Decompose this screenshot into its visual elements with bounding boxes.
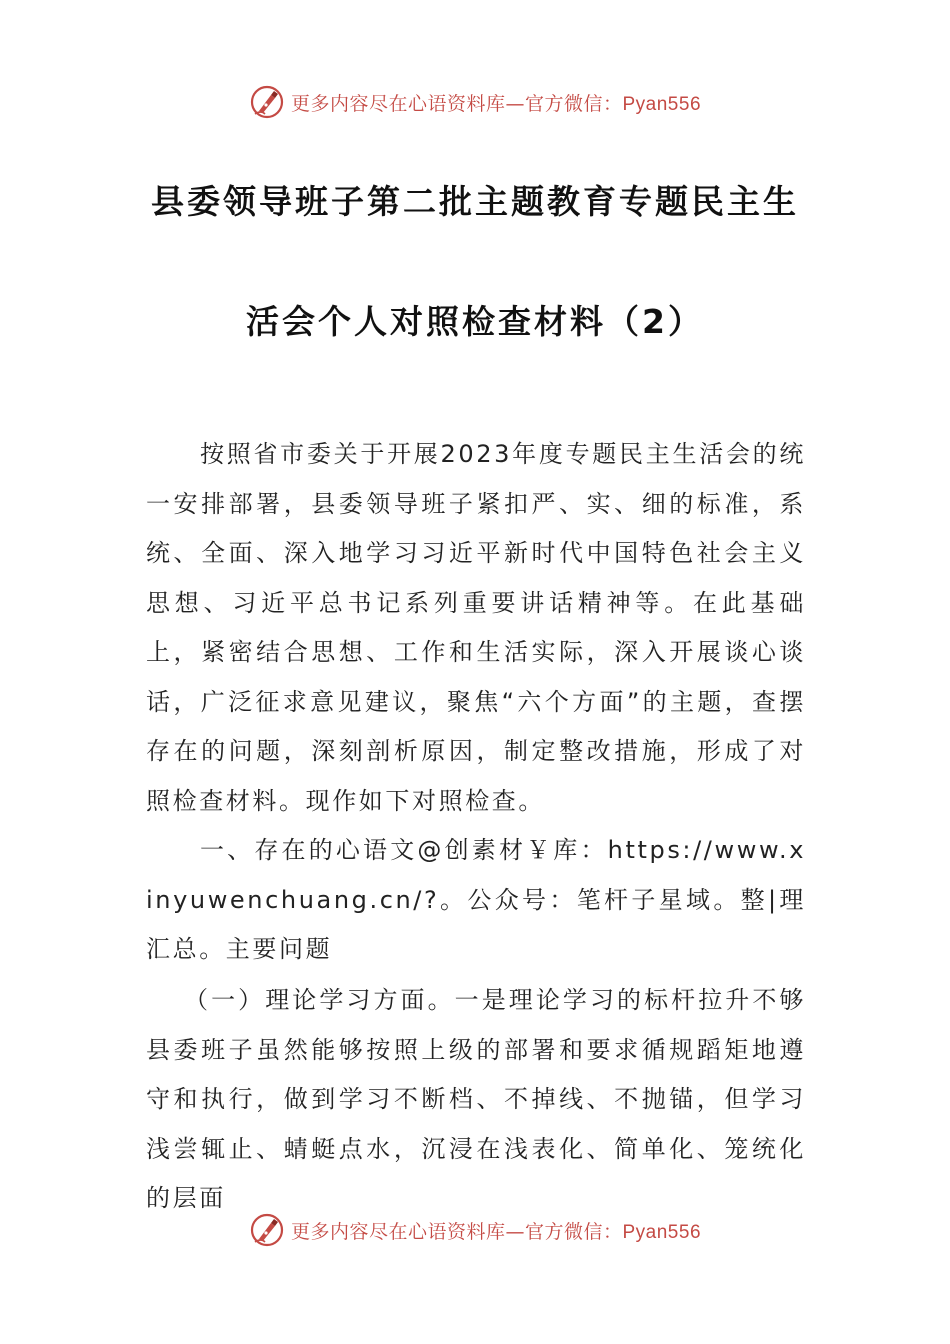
document-title-line-1: 县委领导班子第二批主题教育专题民主生 bbox=[151, 182, 799, 221]
watermark-text: 更多内容尽在心语资料库—官方微信：Pyan556 bbox=[290, 1220, 702, 1243]
pen-nib-logo-icon bbox=[249, 84, 285, 120]
document-title-line-2: 活会个人对照检查材料（2） bbox=[246, 302, 704, 341]
body-paragraph-section-heading: 一、存在的心语文@创素材￥库：https://www.xinyuwenchuang.cn/?。公众号：笔杆子星域。整|理汇总。主要问题 bbox=[146, 836, 806, 963]
watermark-wechat-id: Pyan556 bbox=[622, 1221, 702, 1243]
header-watermark bbox=[0, 80, 950, 124]
pen-nib-logo-icon bbox=[249, 1212, 285, 1248]
body-paragraph-theory-study: （一）理论学习方面。一是理论学习的标杆拉升不够县委班子虽然能够按照上级的部署和要求循规蹈矩地遵守和执行，做到学习不断档、不掉线、不抛锚，但学习浅尝辄止、蜻蜓点水，沉浸在浅表化、简单化、笼统化的层面 bbox=[146, 986, 806, 1212]
watermark-text: 更多内容尽在心语资料库—官方微信：Pyan556 bbox=[290, 92, 702, 115]
body-paragraph-intro: 按照省市委关于开展2023年度专题民主生活会的统一安排部署，县委领导班子紧扣严、实、细的标准，系统、全面、深入地学习习近平新时代中国特色社会主义思想、习近平总书记系列重要讲话精神等。在此基础上，紧密结合思想、工作和生活实际，深入开展谈心谈话，广泛征求意见建议，聚焦“六个方面”的主题，查摆存在的问题，深刻剖析原因，制定整改措施，形成了对照检查材料。现作如下对照检查。 bbox=[146, 440, 806, 815]
watermark-wechat-id: Pyan556 bbox=[622, 93, 702, 115]
footer-watermark bbox=[0, 1208, 950, 1252]
